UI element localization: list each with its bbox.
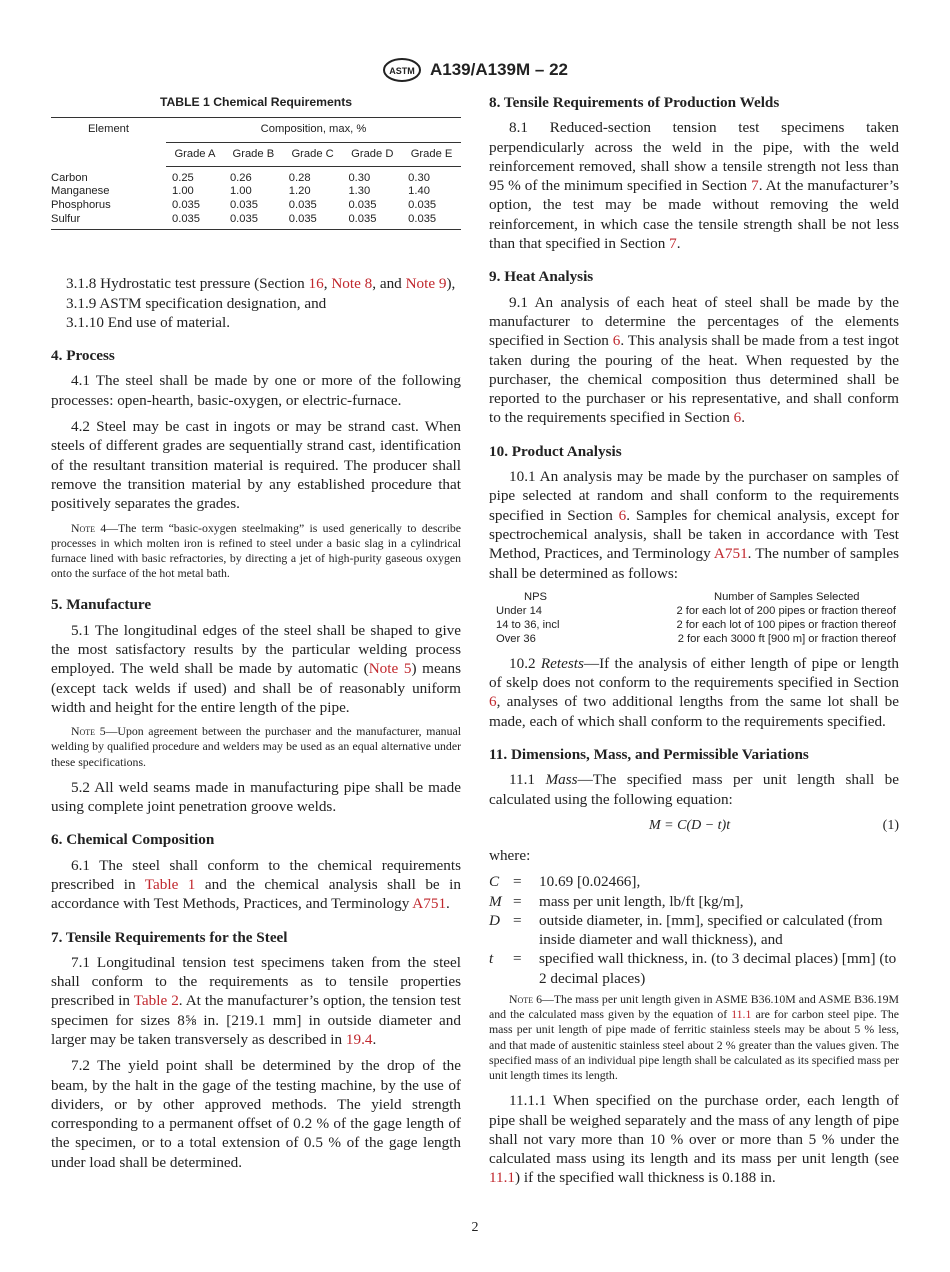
section-6-link[interactable]: 6	[489, 693, 497, 711]
variable-symbol: D	[489, 911, 500, 929]
text-span: —If the analysis of either length of pipe or length of skelp does not conform to the requirements specified in Section	[489, 654, 900, 692]
variable-symbol: t	[489, 950, 494, 968]
grade-header: Grade A	[166, 142, 224, 166]
text-span: . The number of samples shall be determined as follows:	[489, 545, 899, 582]
table-cell: 1.20	[288, 185, 311, 198]
table-cell: 0.035	[283, 213, 343, 230]
element-name: Manganese	[51, 185, 110, 198]
item-3-1-9: 3.1.9 ASTM specification designation, and	[66, 294, 327, 312]
section-6-link[interactable]: 6	[618, 506, 627, 524]
table-cell: 0.26	[229, 171, 252, 184]
equals-sign: =	[513, 911, 522, 929]
variable-definition: 10.69 [0.02466],	[539, 873, 641, 891]
samples-header: Number of Samples Selected	[714, 590, 860, 603]
nps-header: NPS	[524, 590, 548, 603]
table-row	[496, 618, 896, 632]
paragraph-9-1	[489, 293, 899, 428]
grade-header: Grade E	[402, 142, 461, 166]
equation-number: (1)	[882, 817, 899, 833]
text-span: ,	[323, 275, 332, 293]
table-cell: 1.30	[348, 185, 371, 198]
note-label: Note 6	[509, 991, 543, 1006]
chemical-requirements-table	[51, 117, 461, 230]
variable-definition: outside diameter, in. [mm], specified or calculated (from inside diameter and wall thickness), and	[539, 911, 883, 949]
element-name: Carbon	[51, 171, 88, 184]
text-span: are for carbon steel pipe. The mass per unit length of pipe made of ferritic stainless steels may be about 5 % less, and that made of austenitic stainless steel about 2 % greater than the values given. The specified mass of an individual pipe length shall be calculated as its specified mass per unit length times its length.	[489, 1007, 899, 1082]
text-span: . This analysis shall be made from a test ingot taken during the pouring of the heat. When requested by the purchaser, the chemical composition thus determined shall be reported to the purchaser or his representative, and shall conform to the requirements specified in Section	[489, 332, 900, 427]
text-span: . At the manufacturer’s option, the test may be made without removing the weld reinforcement, in which case the tensile strength shall be not less than that specified in Section	[489, 177, 899, 253]
paragraph-6-1	[51, 856, 461, 914]
where-row	[489, 892, 899, 911]
variable-symbol: M	[489, 892, 502, 910]
note-8-link[interactable]: Note 8	[331, 275, 373, 293]
variable-definition: mass per unit length, lb/ft [kg/m],	[539, 892, 744, 910]
text-span: 5.1 The longitudinal edges of the steel shall be shaped to give the most satisfactory results by the particular welding process employed. The weld shall be made by automatic (	[51, 621, 461, 678]
where-row	[489, 911, 899, 950]
table-cell: 0.30	[408, 171, 430, 184]
paragraph-5-1	[51, 621, 461, 717]
text-span: .	[372, 1031, 377, 1048]
table-cell: 0.035	[408, 199, 437, 212]
table-row	[496, 604, 896, 618]
page-number: 2	[471, 1220, 479, 1235]
where-row	[489, 949, 899, 988]
text-span: 3.1.8 Hydrostatic test pressure (Section	[66, 275, 309, 293]
table-row	[51, 166, 461, 185]
table-cell: 0.035	[342, 213, 402, 230]
table-cell: 0.035	[229, 199, 258, 212]
section-16-link[interactable]: 16	[308, 275, 324, 293]
table-row	[496, 632, 896, 646]
section-19-4-link[interactable]: 19.4	[345, 1031, 373, 1048]
table-row	[51, 213, 461, 230]
paragraph-11-1	[489, 770, 899, 809]
grade-header: Grade C	[283, 142, 343, 166]
nps-cell: 14 to 36, incl	[496, 618, 560, 631]
right-column	[489, 93, 899, 1195]
table-cell: 0.035	[402, 213, 461, 230]
paragraph-7-1	[51, 953, 461, 1049]
samples-cell: 2 for each lot of 200 pipes or fraction thereof	[676, 604, 896, 617]
table-cell: 1.00	[172, 185, 194, 198]
note-label: Note 4	[71, 520, 107, 535]
table-cell: 0.28	[288, 171, 311, 184]
equals-sign: =	[513, 873, 522, 891]
text-span: .	[741, 409, 746, 427]
text-span: 11.1	[509, 771, 546, 789]
text-span: 10.2	[509, 654, 541, 672]
section-11-heading: 11. Dimensions, Mass, and Permissible Variations	[489, 746, 809, 764]
note-9-link[interactable]: Note 9	[405, 275, 447, 293]
section-8-heading: 8. Tensile Requirements of Production Welds	[489, 94, 780, 111]
text-span: 8.1 Reduced-section tension test specimens taken perpendicularly across the weld in the pipe, with the weld reinforcement removed, shall show a tensile strength not less than 95 % of the minimum specified in Section	[489, 119, 899, 195]
text-span: .	[446, 895, 450, 913]
equation-formula: M = C(D − t)t	[649, 817, 731, 833]
paragraph-8-1	[489, 118, 899, 253]
nps-cell: Over 36	[496, 632, 536, 645]
section-6-link[interactable]: 6	[612, 332, 621, 350]
paragraph-11-1-1	[489, 1091, 899, 1187]
mass-equation	[489, 816, 899, 838]
nps-cell: Under 14	[496, 604, 543, 617]
left-column	[51, 93, 461, 1179]
grade-header: Grade D	[342, 142, 402, 166]
text-span: —The mass per unit length given in ASME B36.10M and ASME B36.19M and the calculated mass given by the equation of	[489, 991, 899, 1022]
table-2-link[interactable]: Table 2	[133, 992, 179, 1010]
table-cell: 1.40	[408, 185, 430, 198]
astm-logo-icon	[382, 57, 422, 83]
item-3-1-8	[51, 274, 461, 293]
grade-header: Grade B	[224, 142, 283, 166]
section-6-heading: 6. Chemical Composition	[51, 831, 215, 849]
note-text: —The term “basic-oxygen steelmaking” is used generically to describe processes in which molten iron is refined to steel under a basic slag in a cylindrical furnace lined with basic refractories, by directing a jet of high-purity gaseous oxygen onto the surface of the hot metal bath.	[51, 520, 461, 581]
note-label: Note 5	[71, 724, 106, 739]
note-5	[51, 724, 461, 770]
table-cell: 0.25	[172, 171, 194, 184]
section-5-heading: 5. Manufacture	[51, 596, 152, 614]
table-cell: 1.00	[229, 185, 252, 198]
text-span: . At the manufacturer’s option, the tension test specimen for sizes 8⅝ in. [219.1 mm] in outside diameter and larger may be taken transversely as described in	[51, 992, 461, 1048]
section-9-heading: 9. Heat Analysis	[489, 268, 594, 286]
table-cell: 0.035	[224, 213, 283, 230]
element-name: Phosphorus	[51, 199, 111, 212]
text-span: 7.1 Longitudinal tension test specimens taken from the steel shall conform to the requirements as to tensile properties prescribed in	[51, 953, 461, 1010]
samples-cell: 2 for each 3000 ft [900 m] or fraction thereof	[677, 632, 896, 645]
text-span: , analyses of two additional lengths from the same lot shall be made, each of which shall conform to the requirements specified.	[489, 693, 899, 730]
text-span: —The specified mass per unit length shall be calculated using the following equation:	[489, 771, 900, 808]
paragraph-7-2: 7.2 The yield point shall be determined by the drop of the beam, by the halt in the gage of the testing machine, by the use of dividers, or by other approved methods. The yield strength corresponding to a permanent offset of 0.2 % of the gage length of the specimen, or to a total extension of 0.5 % of the gage length under load shall be determined.	[51, 1057, 461, 1171]
where-list	[489, 872, 899, 988]
text-span: ) means (except tack welds if used) and shall be of reasonably uniform width and height for the entire length of the pipe.	[51, 660, 461, 716]
paragraph-10-2	[489, 654, 899, 731]
table-1	[51, 93, 461, 230]
table-row	[51, 185, 461, 199]
table-cell: 0.035	[348, 199, 377, 212]
table-cell: 0.035	[288, 199, 317, 212]
equals-sign: =	[513, 950, 522, 968]
samples-cell: 2 for each lot of 100 pipes or fraction thereof	[676, 618, 896, 631]
text-span: 9.1 An analysis of each heat of steel shall be made by the manufacturer to determine the percentages of the elements specified in Section	[489, 293, 899, 350]
text-span: ),	[446, 275, 456, 293]
text-span: , and	[372, 275, 406, 293]
table-cell: 0.035	[172, 199, 200, 212]
page-header	[0, 57, 950, 83]
text-span: and the chemical analysis shall be in accordance with Test Methods, Practices, and Terminology	[51, 875, 461, 913]
paragraph-4-2: 4.2 Steel may be cast in ingots or may be strand cast. When steels of different grades are sequentially strand cast, identification of the resultant transition material is required. The producer shall remove the transition material by any established procedure that positively separates the grades.	[51, 418, 461, 513]
note-6	[489, 992, 899, 1083]
document-designation: A139/A139M – 22	[430, 60, 568, 79]
element-header: Element	[87, 123, 130, 136]
a751-link[interactable]: A751	[713, 545, 748, 563]
section-11-1-link[interactable]: 11.1	[489, 1169, 516, 1187]
text-span: .	[676, 235, 681, 253]
text-span: ) if the specified wall thickness is 0.188 in.	[515, 1169, 776, 1187]
equals-sign: =	[513, 892, 522, 910]
where-row	[489, 872, 899, 891]
section-11-1-link[interactable]: 11.1	[731, 1007, 752, 1022]
table-cell: 0.30	[348, 171, 371, 184]
section-6-link[interactable]: 6	[733, 409, 742, 427]
paragraph-4-1: 4.1 The steel shall be made by one or more of the following processes: open-hearth, basic-oxygen, or electric-furnace.	[51, 372, 461, 409]
section-7-heading: 7. Tensile Requirements for the Steel	[51, 928, 288, 946]
table-1-link[interactable]: Table 1	[144, 875, 196, 893]
italic-term: Mass	[545, 771, 578, 789]
note-4	[51, 521, 461, 582]
note-text: —Upon agreement between the purchaser and the manufacturer, manual welding by qualified procedure and welders may be used as an equal alternative under these specifications.	[51, 724, 461, 769]
italic-term: Retests	[540, 654, 584, 672]
text-span: 6.1 The steel shall conform to the chemical requirements prescribed in	[51, 856, 461, 893]
table-cell: 0.035	[166, 213, 224, 230]
variable-symbol: C	[489, 873, 500, 891]
paragraph-5-2: 5.2 All weld seams made in manufacturing pipe shall be made using complete joint penetration groove welds.	[51, 778, 461, 816]
element-name: Sulfur	[51, 213, 166, 230]
text-span: . Samples for chemical analysis, except for spectrochemical analysis, shall be taken in accordance with Test Method, Practices, and Terminology	[489, 506, 899, 563]
section-7-link[interactable]: 7	[669, 235, 677, 253]
paragraph-10-1	[489, 467, 899, 583]
table-1-title: TABLE 1 Chemical Requirements	[159, 95, 353, 109]
section-10-heading: 10. Product Analysis	[489, 442, 622, 460]
text-span: 11.1.1 When specified on the purchase order, each length of pipe shall be weighed separately and the mass of any length of pipe shall not vary more than 10 % over or more than 5 % under the calculated mass using its length and its mass per unit length (see	[489, 1092, 899, 1168]
text-span: 10.1 An analysis may be made by the purchaser on samples of pipe selected at random and shall conform to the requirements specified in Section	[489, 468, 899, 524]
where-label: where:	[489, 846, 531, 864]
nps-samples-table	[496, 590, 896, 646]
section-7-link[interactable]: 7	[751, 177, 759, 195]
a751-link[interactable]: A751	[412, 895, 447, 913]
item-3-1-10: 3.1.10 End use of material.	[66, 313, 231, 331]
note-5-link[interactable]: Note 5	[368, 660, 412, 678]
variable-definition: specified wall thickness, in. (to 3 decimal places) [mm] (to 2 decimal places)	[539, 950, 897, 987]
table-row	[51, 199, 461, 213]
svg-text:ASTM: ASTM	[389, 66, 415, 76]
section-4-heading: 4. Process	[51, 347, 115, 365]
composition-header: Composition, max, %	[260, 123, 367, 136]
